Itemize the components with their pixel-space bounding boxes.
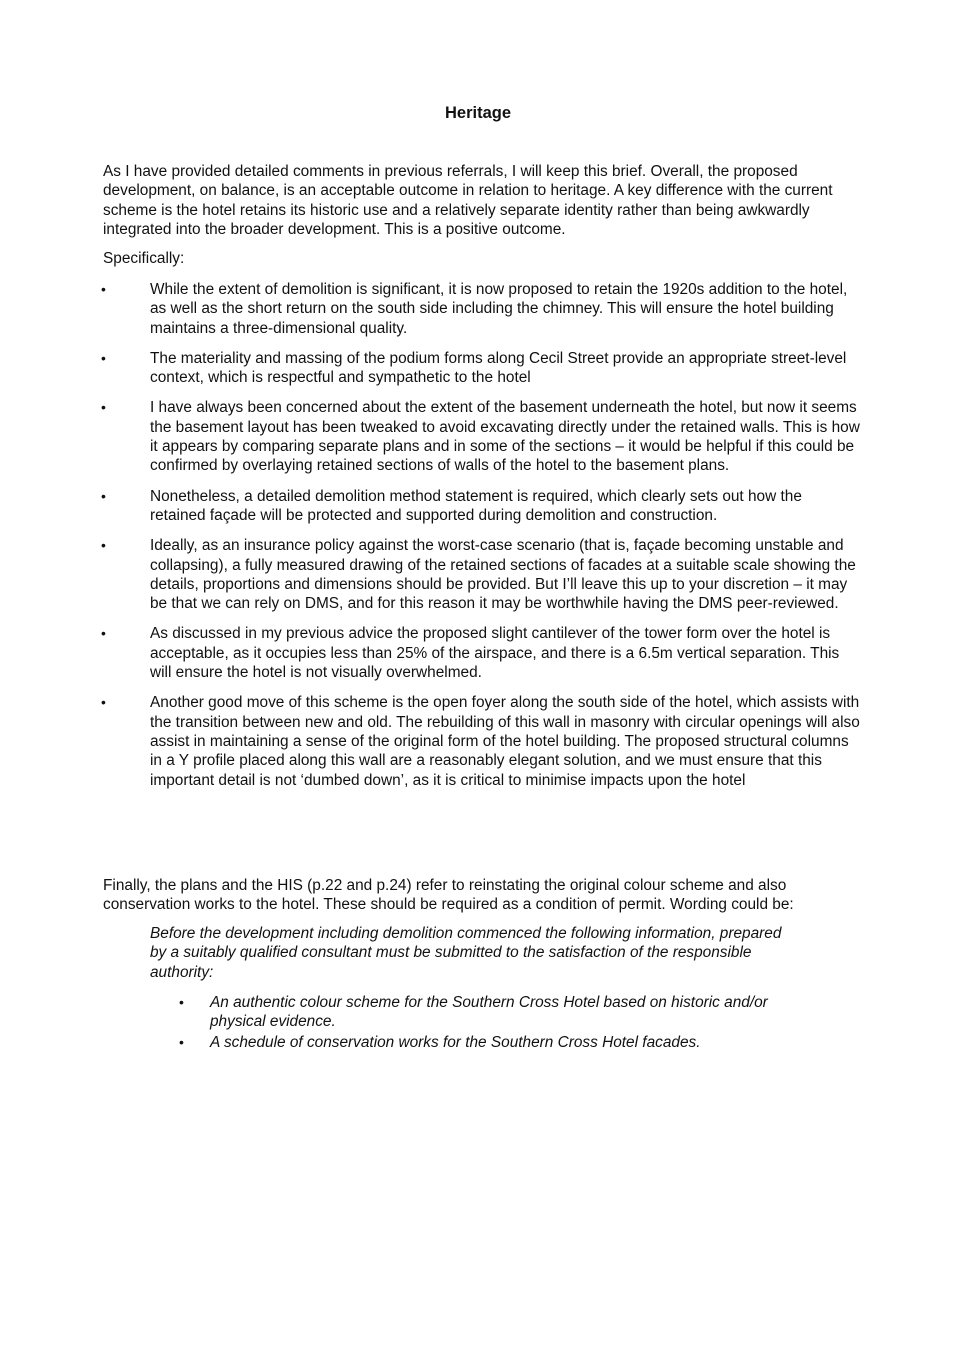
list-item-text: Another good move of this scheme is the open foyer along the south side of the hotel, which assists with the transition between new and old. The rebuilding of this wall in masonry with circular openings will also assist in maintaining a sense of the original form of the hotel building. The proposed structural columns in a Y profile placed along this wall are a reasonably elegant solution, and we must ensure that this important detail is not ‘dumbed down’, as it is critical to minimise impacts upon the hotel — [150, 694, 860, 789]
finally-paragraph: Finally, the plans and the HIS (p.22 and p.24) refer to reinstating the original colour scheme and also conservation works to the hotel. These should be required as a condition of permit. Wording could be: — [103, 877, 794, 914]
condition-list — [0, 993, 956, 1053]
bullet-icon: • — [101, 399, 106, 416]
list-item-text: The materiality and massing of the podium forms along Cecil Street provide an appropriate street-level context, which is respectful and sympathetic to the hotel — [150, 349, 847, 387]
permit-condition-text: Before the development including demolition commenced the following information, prepared by a suitably qualified consultant must be submitted to the satisfaction of the responsible authority: — [150, 925, 782, 981]
specifically-label: Specifically: — [103, 250, 185, 267]
bullet-icon: • — [179, 1033, 184, 1050]
intro-paragraph: As I have provided detailed comments in previous referrals, I will keep this brief. Overall, the proposed development, on balance, is an acceptable outcome in relation to heritage. A key difference with the current scheme is the hotel retains its historic use and a relatively separate identity rather than being awkwardly integrated into the broader development. This is a positive outcome. — [103, 163, 833, 238]
list-item-text: Ideally, as an insurance policy against the worst-case scenario (that is, façade becoming unstable and collapsing), a fully measured drawing of the retained sections of facades at a suitable scale showing the details, proportions and dimensions should be provided. But I’ll leave this up to your discretion – it may be that we can rely on DMS, and for this reason it may be worthwhile having the DMS peer-reviewed. — [150, 537, 856, 613]
bullet-list — [0, 280, 956, 801]
list-item — [0, 398, 956, 475]
condition-item-text: An authentic colour scheme for the Southern Cross Hotel based on historic and/or physical evidence. — [210, 994, 768, 1031]
bullet-icon: • — [101, 537, 106, 554]
condition-item-text: A schedule of conservation works for the Southern Cross Hotel facades. — [210, 1033, 701, 1051]
list-item — [0, 536, 956, 613]
bullet-icon: • — [101, 487, 106, 504]
list-item — [0, 993, 956, 1032]
list-item-text: As discussed in my previous advice the proposed slight cantilever of the tower form over the hotel is acceptable, as it occupies less than 25% of the airspace, and there is a 6.5m vertical separation. This will ensure the hotel is not visually overwhelmed. — [150, 625, 840, 682]
list-item — [0, 280, 956, 338]
page-title: Heritage — [444, 104, 512, 122]
list-item-text: Nonetheless, a detailed demolition method statement is required, which clearly sets out how the retained façade will be protected and supported during demolition and construction. — [150, 487, 802, 524]
bullet-icon: • — [101, 625, 106, 642]
list-item — [0, 349, 956, 388]
bullet-icon: • — [101, 349, 106, 366]
list-item — [0, 1033, 956, 1052]
list-item — [0, 624, 956, 682]
list-item — [0, 693, 956, 789]
bullet-icon: • — [101, 281, 106, 297]
list-item-text: I have always been concerned about the extent of the basement underneath the hotel, but now it seems the basement layout has been tweaked to avoid excavating directly under the retained walls. This is how it appears by comparing separate plans and in some of the sections – it would be helpful if this could be confirmed by overlaying retained sections of walls of the hotel to the basement plans. — [150, 399, 860, 475]
bullet-icon: • — [179, 994, 184, 1010]
bullet-icon: • — [101, 694, 106, 711]
list-item — [0, 487, 956, 526]
list-item-text: While the extent of demolition is significant, it is now proposed to retain the 1920s addition to the hotel, as well as the short return on the south side including the chimney. This will ensure the hotel building maintains a three-dimensional quality. — [150, 281, 848, 337]
